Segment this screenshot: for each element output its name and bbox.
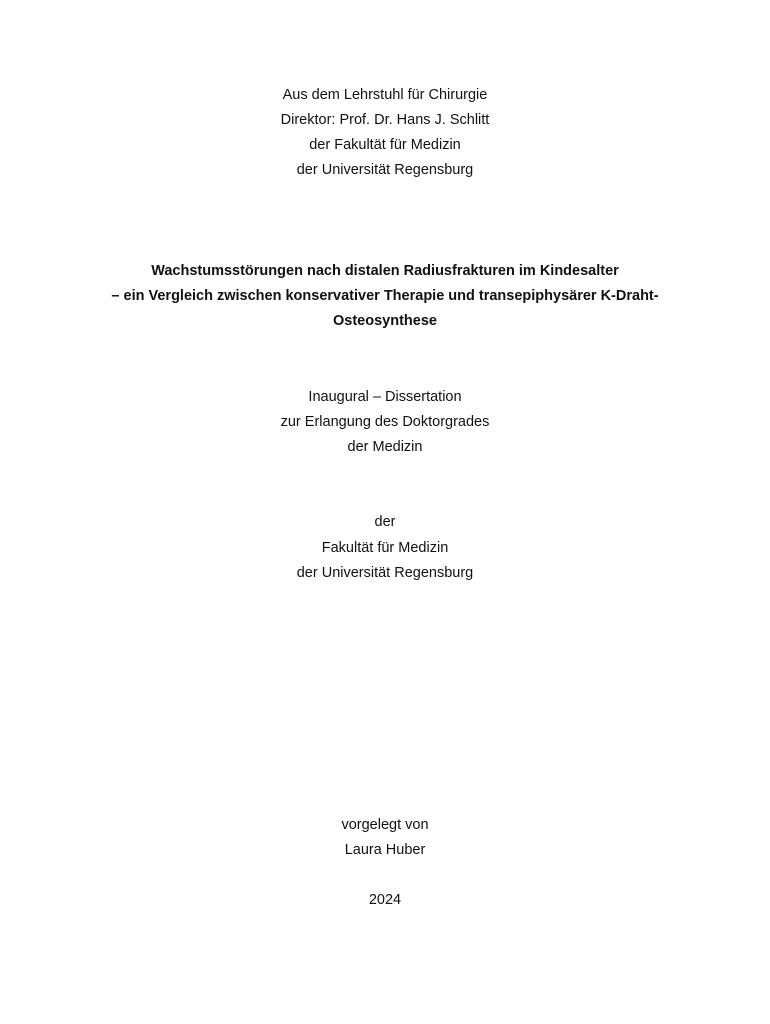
faculty-name: Fakultät für Medizin (321, 540, 449, 556)
institution-university: der Universität Regensburg (296, 162, 474, 178)
thesis-title-line-2: – ein Vergleich zwischen konservativer Therapie und transepiphysärer K-Draht- (111, 288, 659, 304)
dissertation-type: Inaugural – Dissertation (308, 389, 462, 405)
author-name: Laura Huber (344, 842, 426, 858)
thesis-title-line-3: Osteosynthese (333, 313, 437, 329)
faculty-university: der Universität Regensburg (296, 565, 474, 581)
submission-year: 2024 (368, 892, 402, 908)
submitted-by-label: vorgelegt von (341, 817, 429, 833)
institution-chair: Aus dem Lehrstuhl für Chirurgie (282, 87, 488, 103)
thesis-title-line-1: Wachstumsstörungen nach distalen Radiusfrakturen im Kindesalter (151, 263, 619, 279)
institution-faculty: der Fakultät für Medizin (309, 137, 461, 153)
faculty-article: der (374, 514, 396, 530)
dissertation-purpose: zur Erlangung des Doktorgrades (280, 414, 490, 430)
institution-director: Direktor: Prof. Dr. Hans J. Schlitt (280, 112, 490, 128)
dissertation-degree: der Medizin (347, 439, 423, 455)
